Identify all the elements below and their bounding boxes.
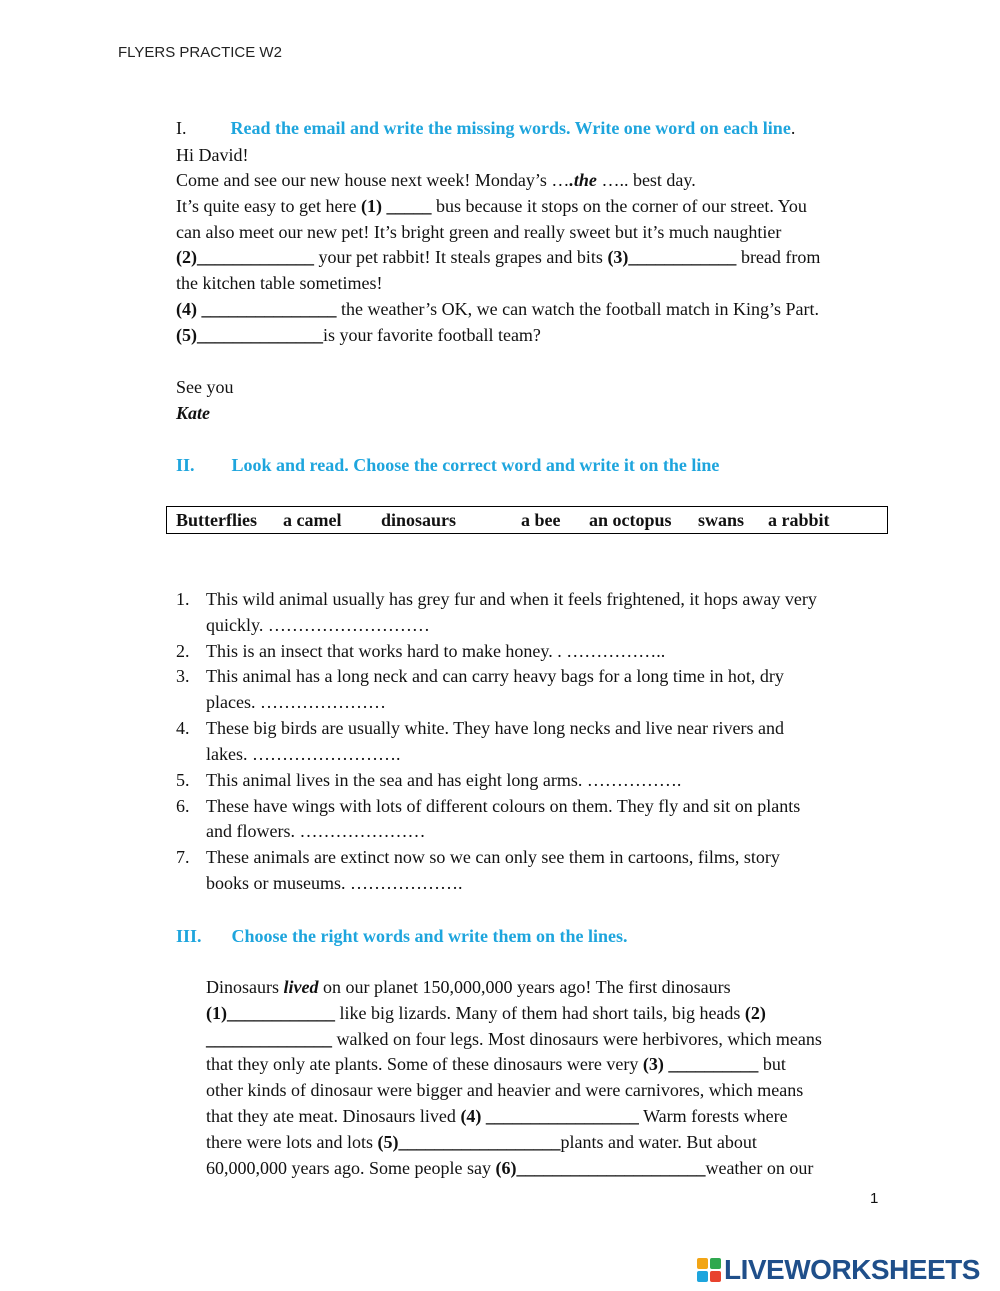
passage-text: that they ate meat. Dinosaurs lived xyxy=(206,1106,461,1126)
passage-line-7 xyxy=(206,1131,757,1153)
email-signoff: See you xyxy=(176,377,234,397)
email-line-7 xyxy=(176,324,541,346)
question-text: These big birds are usually white. They have long necks and live near rivers and xyxy=(206,718,784,738)
question-text: These have wings with lots of different colours on them. They fly and sit on plants xyxy=(206,796,801,816)
email-line-2 xyxy=(176,195,807,217)
passage-text: plants and water. But about xyxy=(560,1132,757,1152)
section-2-heading xyxy=(176,454,719,476)
blank-1[interactable]: (1) _____ xyxy=(360,196,432,216)
blank-4[interactable]: (4) _______________ xyxy=(176,299,337,319)
logo-icon xyxy=(697,1258,721,1282)
question-answer-line[interactable]: quickly. ……………………… xyxy=(206,615,430,635)
email-line-3: can also meet our new pet! It’s bright green and really sweet but it’s much naughtier xyxy=(176,222,782,242)
section-3-numeral: III. xyxy=(176,926,202,946)
question-number: 3. xyxy=(176,666,190,686)
passage-text: there were lots and lots xyxy=(206,1132,378,1152)
passage-blank-6[interactable]: (6)_____________________ xyxy=(495,1158,706,1178)
passage-line-2 xyxy=(206,1002,766,1024)
question-text: These animals are extinct now so we can only see them in cartoons, films, story xyxy=(206,847,780,867)
word-bank-word: an octopus xyxy=(589,510,672,530)
question-number: 1. xyxy=(176,589,190,609)
section-1-heading xyxy=(176,117,795,139)
email-text: the weather’s OK, we can watch the football match in King’s Part. xyxy=(336,299,820,319)
logo-square xyxy=(697,1271,708,1282)
example-answer: lived xyxy=(283,977,319,997)
passage-line-8 xyxy=(206,1157,813,1179)
word-bank-word: swans xyxy=(698,510,745,530)
email-text: your pet rabbit! It steals grapes and bits xyxy=(314,247,608,267)
question-text: This wild animal usually has grey fur and when it feels frightened, it hops away very xyxy=(206,589,817,609)
passage-text: 60,000,000 years ago. Some people say xyxy=(206,1158,496,1178)
passage-blank-5[interactable]: (5)__________________ xyxy=(377,1132,561,1152)
logo-text: LIVEWORKSHEETS xyxy=(724,1254,980,1285)
passage-text: but xyxy=(758,1054,786,1074)
question-number: 7. xyxy=(176,847,190,867)
word-bank-word: dinosaurs xyxy=(381,510,457,530)
passage-text: Dinosaurs xyxy=(206,977,284,997)
passage-text: weather on our xyxy=(705,1158,814,1178)
logo-square xyxy=(710,1271,721,1282)
email-text: ….. best day. xyxy=(596,170,696,190)
section-1-numeral: I. xyxy=(176,118,187,138)
question-number: 5. xyxy=(176,770,190,790)
word-bank-word: Butterflies xyxy=(176,510,257,530)
logo-square xyxy=(710,1258,721,1269)
page-header: FLYERS PRACTICE W2 xyxy=(118,44,282,61)
passage-line-5: other kinds of dinosaur were bigger and heavier and were carnivores, which means xyxy=(206,1080,804,1100)
word-bank-word: a bee xyxy=(521,510,561,530)
passage-blank-3[interactable]: (3) __________ xyxy=(642,1054,759,1074)
email-line-1 xyxy=(176,169,696,191)
question-text[interactable]: This is an insect that works hard to make honey. . …………….. xyxy=(206,641,666,661)
blank-5[interactable]: (5)______________ xyxy=(176,325,323,345)
passage-line-3 xyxy=(206,1028,822,1050)
email-text: Come and see our new house next week! Monday’s … xyxy=(176,170,570,190)
passage-text: like big lizards. Many of them had short tails, big heads xyxy=(335,1003,745,1023)
email-line-4 xyxy=(176,246,820,268)
section-2-title: Look and read. Choose the correct word and write it on the line xyxy=(231,455,720,475)
liveworksheets-logo xyxy=(697,1255,980,1285)
example-answer: .the xyxy=(569,170,597,190)
section-2-numeral: II. xyxy=(176,455,195,475)
passage-blank-2[interactable]: ______________ xyxy=(206,1029,332,1049)
section-1-title: Read the email and write the missing words. Write one word on each line xyxy=(230,118,791,138)
email-text: bread from xyxy=(736,247,821,267)
blank-3[interactable]: (3)____________ xyxy=(607,247,737,267)
question-text[interactable]: This animal lives in the sea and has eight long arms. ……………. xyxy=(206,770,682,790)
word-bank-word: a camel xyxy=(283,510,342,530)
passage-text: Warm forests where xyxy=(638,1106,788,1126)
passage-text: that they only ate plants. Some of these dinosaurs were very xyxy=(206,1054,643,1074)
passage-text: on our planet 150,000,000 years ago! The first dinosaurs xyxy=(318,977,731,997)
email-signature: Kate xyxy=(176,403,210,423)
passage-line-6 xyxy=(206,1105,788,1127)
passage-blank-2-label: (2) xyxy=(744,1003,766,1023)
email-line-6 xyxy=(176,298,819,320)
email-text: bus because it stops on the corner of our street. You xyxy=(431,196,807,216)
question-answer-line[interactable]: lakes. ……………………. xyxy=(206,744,401,764)
passage-blank-4[interactable]: (4) _________________ xyxy=(460,1106,639,1126)
word-bank xyxy=(166,506,888,534)
section-1-title-end: . xyxy=(790,118,796,138)
question-number: 2. xyxy=(176,641,190,661)
question-answer-line[interactable]: places. ………………… xyxy=(206,692,386,712)
logo-square xyxy=(697,1258,708,1269)
page-number: 1 xyxy=(870,1190,879,1207)
section-3-title: Choose the right words and write them on the lines. xyxy=(231,926,628,946)
passage-blank-1[interactable]: (1)____________ xyxy=(206,1003,335,1023)
email-line-5: the kitchen table sometimes! xyxy=(176,273,383,293)
question-text: This animal has a long neck and can carry heavy bags for a long time in hot, dry xyxy=(206,666,784,686)
email-text: is your favorite football team? xyxy=(323,325,541,345)
question-number: 4. xyxy=(176,718,190,738)
question-answer-line[interactable]: books or museums. ………………. xyxy=(206,873,463,893)
email-text: It’s quite easy to get here xyxy=(176,196,361,216)
blank-2[interactable]: (2)_____________ xyxy=(176,247,314,267)
question-answer-line[interactable]: and flowers. ………………… xyxy=(206,821,426,841)
word-bank-word: a rabbit xyxy=(768,510,830,530)
email-greeting: Hi David! xyxy=(176,145,249,165)
passage-line-4 xyxy=(206,1053,786,1075)
section-3-heading xyxy=(176,925,628,947)
passage-line-1 xyxy=(206,976,731,998)
question-number: 6. xyxy=(176,796,190,816)
passage-text: walked on four legs. Most dinosaurs were herbivores, which means xyxy=(332,1029,822,1049)
